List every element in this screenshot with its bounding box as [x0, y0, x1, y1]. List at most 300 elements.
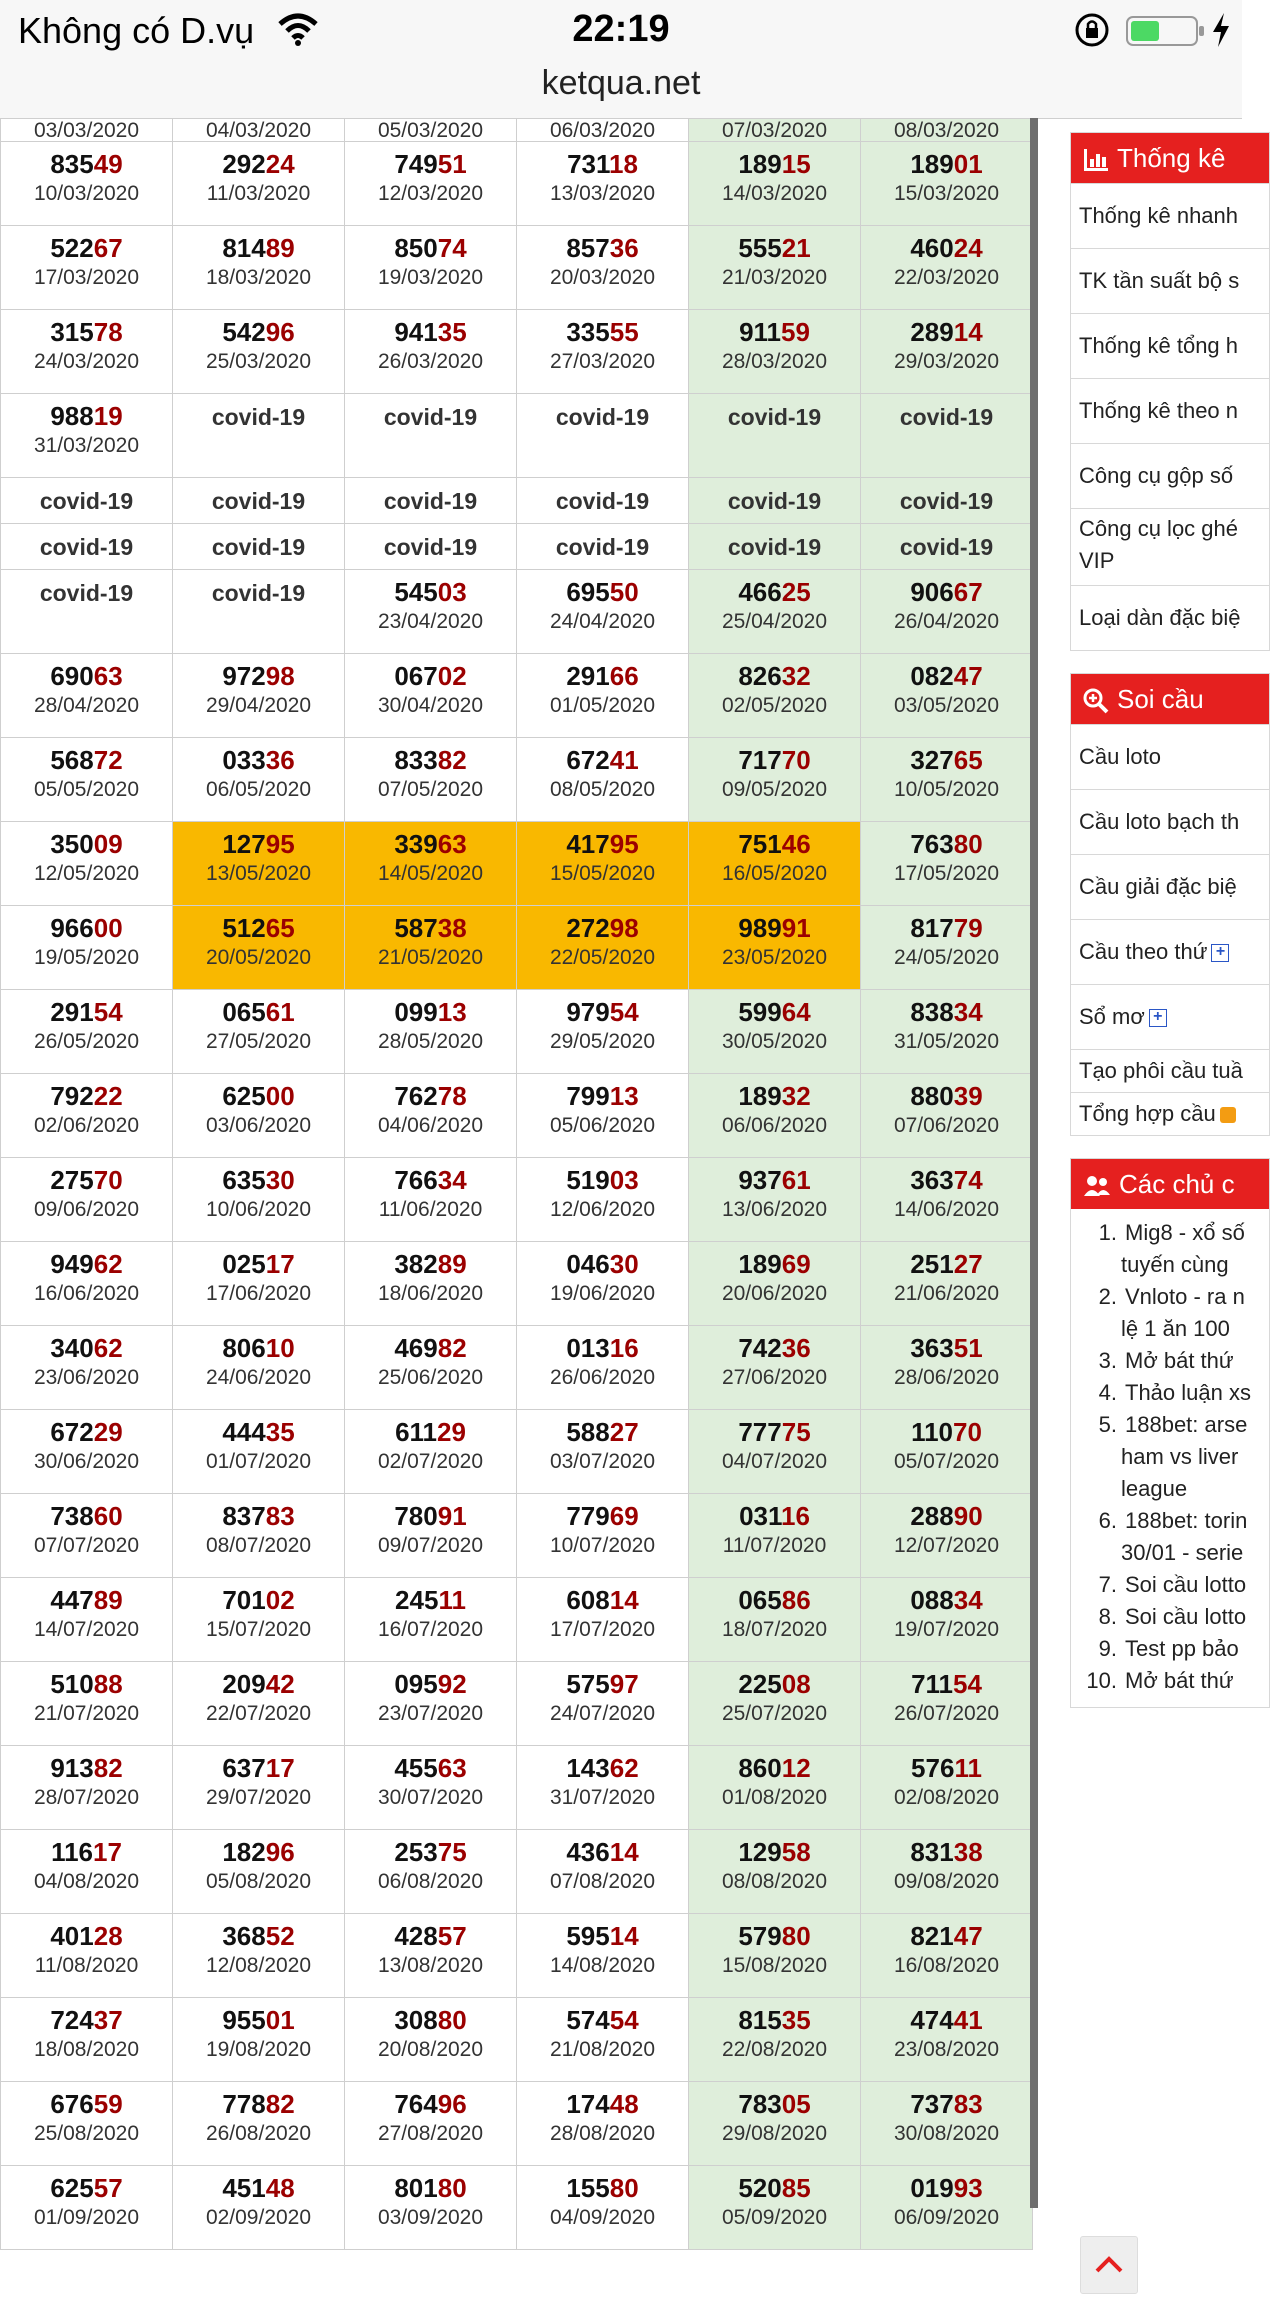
covid-label: covid-19: [899, 488, 994, 514]
result-number: [173, 226, 344, 263]
sidebar-item-special-sets[interactable]: Loại dàn đặc biệ: [1071, 585, 1269, 650]
result-number: [689, 990, 860, 1027]
topic-item[interactable]: [1071, 1601, 1269, 1633]
number-tail: 62: [93, 1333, 123, 1363]
table-row: [1, 1158, 1033, 1242]
result-cell: [345, 394, 517, 478]
result-cell: [861, 1914, 1033, 1998]
result-number: [517, 1158, 688, 1195]
result-date: 12/03/2020: [377, 182, 484, 205]
result-date: 13/06/2020: [721, 1198, 828, 1221]
result-cell: [173, 1998, 345, 2082]
number-tail: 47: [953, 1921, 983, 1951]
result-date: 09/05/2020: [721, 778, 828, 801]
number-tail: 64: [781, 997, 811, 1027]
result-date: 16/05/2020: [721, 862, 828, 885]
result-date: 08/07/2020: [205, 1534, 312, 1557]
result-number: [689, 1578, 860, 1615]
number-tail: 70: [93, 1165, 123, 1195]
result-date: 21/05/2020: [377, 946, 484, 969]
result-number: [173, 1998, 344, 2035]
number-head: 382: [394, 1249, 438, 1279]
result-cell: [861, 142, 1033, 226]
sidebar-item-cau-giai-dac-biet[interactable]: Cầu giải đặc biệ: [1071, 854, 1269, 919]
number-tail: 82: [93, 1753, 123, 1783]
number-head: 143: [566, 1753, 610, 1783]
cau-theo-thu-label: Cầu theo thứ: [1079, 939, 1208, 964]
sidebar-item-filter-tool[interactable]: [1071, 508, 1269, 585]
result-number: [1, 2082, 172, 2119]
result-number: [173, 2166, 344, 2203]
result-number: [345, 1074, 516, 1111]
number-head: 327: [910, 745, 954, 775]
result-cell: [345, 1746, 517, 1830]
result-cell: [173, 226, 345, 310]
address-bar[interactable]: [0, 62, 1242, 119]
result-date: 14/08/2020: [549, 1954, 656, 1977]
covid-label: covid-19: [727, 404, 822, 430]
result-cell: [861, 990, 1033, 1074]
covid-label: covid-19: [211, 534, 306, 560]
topic-item[interactable]: [1071, 1409, 1269, 1505]
sidebar-item-frequency-stats[interactable]: TK tần suất bộ s: [1071, 248, 1269, 313]
number-head: 579: [738, 1921, 782, 1951]
result-cell: [861, 738, 1033, 822]
result-cell: [517, 1830, 689, 1914]
result-number: [1, 1746, 172, 1783]
table-row: [1, 570, 1033, 654]
result-cell: [689, 1662, 861, 1746]
result-date: 02/06/2020: [33, 1114, 140, 1137]
number-head: 724: [50, 2005, 94, 2035]
result-date: 22/05/2020: [549, 946, 656, 969]
tong-hop-cau-label: Tổng hợp cầu: [1079, 1101, 1216, 1126]
table-row: [1, 142, 1033, 226]
result-number: [689, 1326, 860, 1363]
number-head: 447: [50, 1585, 94, 1615]
number-head: 174: [566, 2089, 610, 2119]
result-cell: [345, 2082, 517, 2166]
number-head: 611: [395, 1417, 438, 1447]
result-cell: [1, 1914, 173, 1998]
result-number: [689, 1074, 860, 1111]
result-number: [861, 226, 1032, 263]
number-tail: 03: [437, 577, 467, 607]
number-head: 672: [50, 1417, 94, 1447]
number-tail: 67: [93, 233, 123, 263]
table-row: [1, 478, 1033, 524]
number-tail: 63: [437, 829, 467, 859]
result-date: 14/03/2020: [721, 182, 828, 205]
result-date: 28/03/2020: [721, 350, 828, 373]
result-number: [517, 738, 688, 775]
result-cell: [689, 738, 861, 822]
result-number: [345, 1326, 516, 1363]
number-tail: 54: [609, 997, 639, 1027]
result-cell: [1, 226, 173, 310]
result-number: [517, 1578, 688, 1615]
number-head: 821: [910, 1921, 954, 1951]
result-date: 24/06/2020: [205, 1366, 312, 1389]
table-row: [1, 2166, 1033, 2250]
number-tail: 16: [609, 1333, 639, 1363]
number-tail: 10: [265, 1333, 295, 1363]
number-tail: 82: [437, 745, 467, 775]
result-cell: [1, 394, 173, 478]
number-tail: 78: [93, 317, 123, 347]
result-cell: [345, 524, 517, 570]
url-text[interactable]: ketqua.net: [541, 64, 701, 102]
number-head: 095: [394, 1669, 438, 1699]
number-tail: 72: [93, 745, 123, 775]
expand-plus-icon[interactable]: +: [1211, 944, 1229, 962]
result-date: 15/07/2020: [205, 1618, 312, 1641]
result-date: 18/07/2020: [721, 1618, 828, 1641]
result-number: [517, 1998, 688, 2035]
number-tail: 18: [609, 149, 638, 179]
table-row: [1, 906, 1033, 990]
number-head: 099: [394, 997, 438, 1027]
result-cell: [1, 310, 173, 394]
result-date: 27/08/2020: [377, 2122, 484, 2145]
result-date: 09/08/2020: [893, 1870, 1000, 1893]
result-number: [173, 1158, 344, 1195]
result-number: [861, 142, 1032, 179]
result-cell: [173, 1074, 345, 1158]
result-number: [345, 822, 516, 859]
number-tail: 24: [265, 149, 295, 179]
result-date: 26/05/2020: [33, 1030, 140, 1053]
result-cell: [173, 1494, 345, 1578]
number-tail: 30: [265, 1165, 295, 1195]
result-date: 03/06/2020: [205, 1114, 312, 1137]
sidebar: [1070, 132, 1270, 1730]
result-number: [517, 1746, 688, 1783]
result-date: 07/08/2020: [549, 1870, 656, 1893]
result-date: 06/09/2020: [893, 2206, 1000, 2229]
sidebar-item-quick-stats[interactable]: Thống kê nhanh: [1071, 183, 1269, 248]
column-divider: [1030, 118, 1038, 2208]
topic-number: 5.: [1098, 1412, 1117, 1437]
result-date: 02/08/2020: [893, 1786, 1000, 1809]
result-date: 23/08/2020: [893, 2038, 1000, 2061]
result-cell: [345, 1326, 517, 1410]
topic-item[interactable]: [1071, 1569, 1269, 1601]
topic-item[interactable]: [1071, 1217, 1269, 1281]
result-cell: [173, 570, 345, 654]
result-cell: [173, 1158, 345, 1242]
number-head: 129: [738, 1837, 782, 1867]
result-cell: [345, 1662, 517, 1746]
result-date: 14/05/2020: [377, 862, 484, 885]
sidebar-item-total-stats[interactable]: Thống kê tổng h: [1071, 313, 1269, 378]
number-tail: 14: [609, 1921, 639, 1951]
result-date: 25/07/2020: [721, 1702, 828, 1725]
sidebar-item-cau-loto-bach-thu[interactable]: Cầu loto bạch th: [1071, 789, 1269, 854]
result-date: 20/08/2020: [377, 2038, 484, 2061]
number-tail: 57: [437, 1921, 467, 1951]
result-cell: [1, 738, 173, 822]
number-head: 783: [738, 2089, 782, 2119]
number-head: 363: [910, 1333, 954, 1363]
result-number: [173, 1662, 344, 1699]
page-content: [0, 118, 1251, 2229]
topic-list: [1071, 1209, 1269, 1707]
result-cell: [1, 1494, 173, 1578]
number-tail: 62: [93, 1249, 123, 1279]
battery-icon: [1126, 15, 1206, 47]
number-tail: 17: [265, 1249, 295, 1279]
topic-item[interactable]: [1071, 1377, 1269, 1409]
result-date: 12/06/2020: [549, 1198, 656, 1221]
result-cell: [1, 990, 173, 1074]
topic-item[interactable]: [1071, 1633, 1269, 1665]
number-tail: 41: [609, 745, 639, 775]
result-date: 31/07/2020: [549, 1786, 656, 1809]
statistics-panel-header: [1071, 133, 1269, 183]
number-head: 510: [50, 1669, 94, 1699]
number-tail: 02: [265, 1585, 295, 1615]
topic-number: 3.: [1098, 1348, 1117, 1373]
result-number: [173, 1326, 344, 1363]
result-date: 09/06/2020: [33, 1198, 140, 1221]
result-date: 15/05/2020: [549, 862, 656, 885]
number-head: 116: [51, 1837, 94, 1867]
number-tail: 38: [437, 913, 467, 943]
number-head: 288: [910, 1501, 954, 1531]
number-tail: 17: [93, 1837, 122, 1867]
table-row-partial: [1, 119, 1033, 142]
result-date: 07/06/2020: [893, 1114, 1000, 1137]
result-date: 06/08/2020: [377, 1870, 484, 1893]
result-date: 08/05/2020: [549, 778, 656, 801]
result-date: 04/08/2020: [33, 1870, 140, 1893]
result-date: 28/07/2020: [33, 1786, 140, 1809]
result-number: [1, 1494, 172, 1531]
search-plus-icon: [1083, 688, 1109, 714]
number-head: 955: [222, 2005, 266, 2035]
number-head: 690: [50, 661, 94, 691]
sidebar-item-cau-loto[interactable]: Cầu loto: [1071, 724, 1269, 789]
topic-item[interactable]: [1071, 1281, 1269, 1345]
number-tail: 35: [265, 1417, 295, 1447]
result-date: 23/04/2020: [377, 610, 484, 633]
result-number: [173, 990, 344, 1027]
result-date: 30/04/2020: [377, 694, 484, 717]
number-tail: 75: [437, 1837, 467, 1867]
result-number: [689, 310, 860, 347]
topics-panel: [1070, 1158, 1270, 1708]
result-number: [173, 142, 344, 179]
result-date: 05/06/2020: [549, 1114, 656, 1137]
number-head: 189: [738, 149, 782, 179]
result-number: [173, 822, 344, 859]
number-head: 555: [738, 233, 782, 263]
result-cell: [689, 1914, 861, 1998]
sidebar-item-cau-theo-thu[interactable]: [1071, 919, 1269, 984]
number-head: 711: [911, 1669, 954, 1699]
result-date: 24/04/2020: [549, 610, 656, 633]
filter-tool-label: Công cụ lọc ghé: [1079, 516, 1238, 541]
sidebar-item-stats-by[interactable]: Thống kê theo n: [1071, 378, 1269, 443]
result-cell: [861, 2082, 1033, 2166]
result-number: [517, 1494, 688, 1531]
result-number: [517, 1662, 688, 1699]
result-cell: [861, 1410, 1033, 1494]
result-number: [345, 310, 516, 347]
topic-item[interactable]: [1071, 1505, 1269, 1569]
result-cell: [861, 1746, 1033, 1830]
result-date: 25/06/2020: [377, 1366, 484, 1389]
result-cell: [517, 1998, 689, 2082]
number-tail: 34: [953, 1585, 983, 1615]
result-number: [1, 1998, 172, 2035]
number-tail: 60: [93, 1501, 123, 1531]
result-number: [1, 310, 172, 347]
result-number: [345, 1578, 516, 1615]
sidebar-item-tao-phoi-cau[interactable]: Tạo phôi cầu tuầ: [1071, 1049, 1269, 1092]
result-date: 22/07/2020: [205, 1702, 312, 1725]
result-date: 06/06/2020: [721, 1114, 828, 1137]
number-tail: 21: [781, 233, 811, 263]
result-number: [861, 1410, 1032, 1447]
result-number: [689, 738, 860, 775]
number-head: 019: [910, 2173, 954, 2203]
result-date: 05/05/2020: [33, 778, 140, 801]
number-head: 474: [910, 2005, 954, 2035]
result-number: [861, 1158, 1032, 1195]
expand-plus-icon[interactable]: +: [1149, 1009, 1167, 1027]
number-tail: 28: [93, 1921, 123, 1951]
result-cell: [1, 1998, 173, 2082]
number-tail: 16: [781, 1501, 810, 1531]
result-date: 19/07/2020: [893, 1618, 1000, 1641]
result-cell: [517, 1242, 689, 1326]
sidebar-item-merge-tool[interactable]: Công cụ gộp số: [1071, 443, 1269, 508]
result-cell: [689, 226, 861, 310]
result-cell: [173, 1242, 345, 1326]
number-tail: 13: [437, 997, 467, 1027]
number-tail: 14: [609, 1585, 639, 1615]
result-number: [345, 1410, 516, 1447]
number-head: 751: [738, 829, 782, 859]
covid-label: covid-19: [555, 534, 650, 560]
result-number: [689, 906, 860, 943]
number-head: 046: [566, 1249, 610, 1279]
soi-cau-panel-title: Soi cầu: [1117, 684, 1204, 714]
number-head: 401: [50, 1921, 94, 1951]
result-date: 01/05/2020: [549, 694, 656, 717]
number-head: 817: [910, 913, 954, 943]
number-head: 065: [738, 1585, 782, 1615]
sidebar-item-tong-hop-cau[interactable]: [1071, 1092, 1269, 1135]
result-cell: [345, 1410, 517, 1494]
topic-item[interactable]: [1071, 1665, 1269, 1697]
result-number: [517, 822, 688, 859]
result-number: [1, 1158, 172, 1195]
number-tail: 27: [953, 1249, 983, 1279]
covid-label: covid-19: [211, 404, 306, 430]
result-date: 23/07/2020: [377, 1702, 484, 1725]
result-date: 06/03/2020: [549, 119, 656, 142]
result-date: 03/05/2020: [893, 694, 1000, 717]
result-cell: [173, 2082, 345, 2166]
result-number: [173, 738, 344, 775]
number-head: 764: [394, 2089, 438, 2119]
result-number: [345, 1242, 516, 1279]
number-head: 937: [738, 1165, 782, 1195]
result-cell: [517, 142, 689, 226]
result-date: 16/08/2020: [893, 1954, 1000, 1977]
result-number: [689, 1662, 860, 1699]
number-tail: 09: [93, 829, 123, 859]
number-head: 608: [566, 1585, 610, 1615]
result-cell: [517, 1074, 689, 1158]
result-cell: [1, 654, 173, 738]
topic-number: 10.: [1086, 1668, 1117, 1693]
number-tail: 50: [609, 577, 639, 607]
result-cell: [861, 1494, 1033, 1578]
result-cell: [345, 119, 517, 142]
result-cell: [689, 394, 861, 478]
rss-icon: [1220, 1107, 1236, 1123]
table-row: [1, 310, 1033, 394]
number-head: 595: [566, 1921, 610, 1951]
result-number: [345, 226, 516, 263]
number-head: 911: [739, 317, 782, 347]
result-cell: [861, 2166, 1033, 2250]
result-cell: [173, 394, 345, 478]
result-date: 21/08/2020: [549, 2038, 656, 2061]
number-head: 189: [738, 1249, 782, 1279]
result-cell: [173, 906, 345, 990]
number-head: 815: [738, 2005, 782, 2035]
number-head: 209: [222, 1669, 266, 1699]
result-number: [345, 1494, 516, 1531]
number-head: 082: [910, 661, 954, 691]
result-cell: [861, 394, 1033, 478]
result-number: [173, 1746, 344, 1783]
result-date: 29/04/2020: [205, 694, 312, 717]
scroll-to-top-button[interactable]: [1080, 2236, 1138, 2294]
result-date: 18/03/2020: [205, 266, 312, 289]
sidebar-item-so-mo[interactable]: [1071, 984, 1269, 1049]
number-head: 291: [566, 661, 610, 691]
number-tail: 96: [437, 2089, 467, 2119]
result-number: [345, 738, 516, 775]
result-date: 13/03/2020: [549, 182, 656, 205]
result-date: 13/05/2020: [205, 862, 312, 885]
number-tail: 80: [953, 829, 983, 859]
number-tail: 69: [781, 1249, 811, 1279]
number-head: 013: [566, 1333, 610, 1363]
topic-item[interactable]: [1071, 1345, 1269, 1377]
result-number: [689, 1830, 860, 1867]
filter-tool-vip-label: VIP: [1079, 548, 1115, 573]
number-tail: 27: [609, 1417, 639, 1447]
result-number: [861, 2082, 1032, 2119]
result-date: 05/07/2020: [893, 1450, 1000, 1473]
table-row: [1, 1410, 1033, 1494]
result-number: [1, 1914, 172, 1951]
result-number: [517, 226, 688, 263]
result-number: [517, 1074, 688, 1111]
result-date: 11/03/2020: [206, 182, 311, 205]
result-number: [345, 1158, 516, 1195]
table-row: [1, 394, 1033, 478]
result-cell: [173, 1914, 345, 1998]
users-icon: [1083, 1174, 1111, 1198]
